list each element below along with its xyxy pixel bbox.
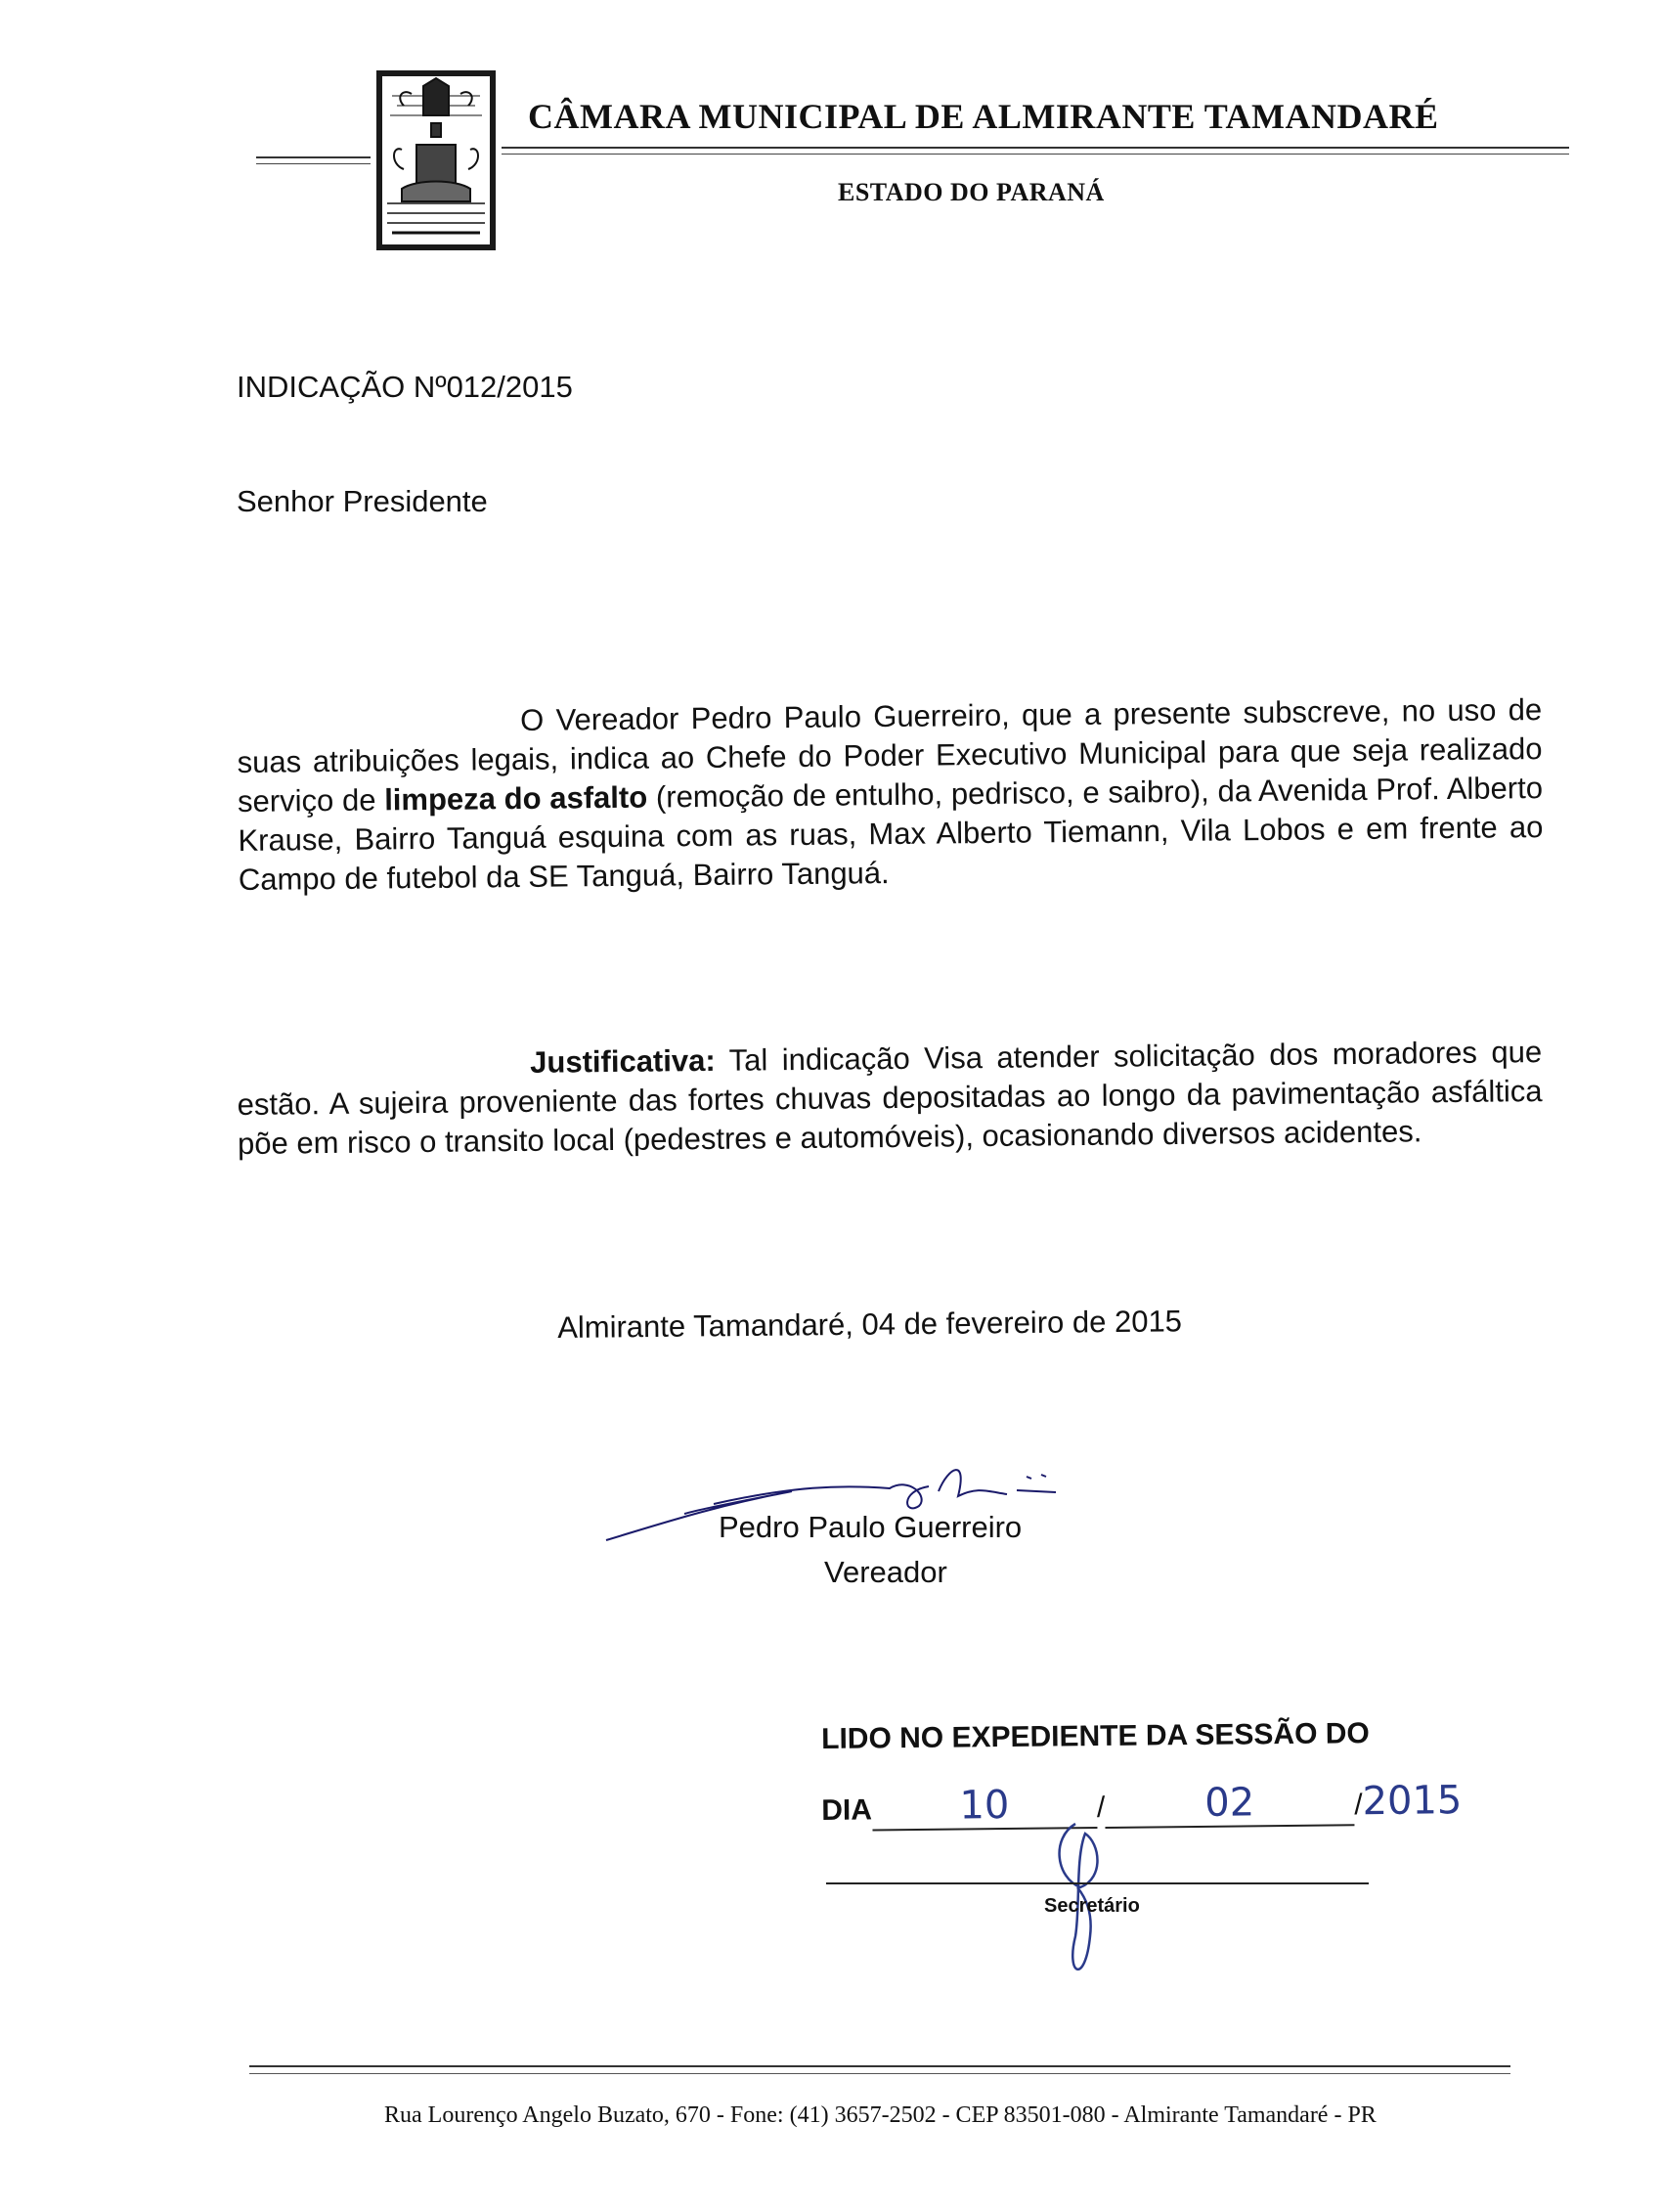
header-rule-left-thin (256, 163, 371, 164)
stamp-read-in-session: LIDO NO EXPEDIENTE DA SESSÃO DO (821, 1717, 1370, 1755)
stamp-day: 10 (959, 1782, 1010, 1829)
signer-role: Vereador (824, 1555, 947, 1589)
secretary-signature-line (826, 1882, 1369, 1884)
stamp-date-row: DIA 10 / 02 /2015 (821, 1778, 1463, 1832)
secretary-label: Secretário (1044, 1895, 1140, 1917)
document-number: INDICAÇÃO Nº012/2015 (237, 370, 573, 404)
justification-label: Justificativa: (530, 1042, 716, 1080)
footer-rule (249, 2065, 1510, 2067)
place-date: Almirante Tamandaré, 04 de fevereiro de 2015 (557, 1304, 1183, 1345)
justification-text: Tal indicação Visa atender solicitação dos moradores que estão. A sujeira proveniente das fortes chuvas depositadas ao longo da pavimentação asfáltica põe em risco o transito local (pedestres e automóveis), ocasionando diversos acidentes. (237, 1035, 1543, 1161)
header-rule-left (256, 156, 371, 158)
coat-of-arms-icon (382, 76, 490, 244)
coat-of-arms-logo (376, 70, 496, 250)
footer-rule-thin (249, 2073, 1510, 2074)
body-paragraph (237, 690, 1544, 900)
footer-address: Rua Lourenço Angelo Buzato, 670 - Fone: (41) 3657-2502 - CEP 83501-080 - Almirante Tamandaré - PR (384, 2102, 1377, 2128)
stamp-month: 02 (1204, 1780, 1255, 1826)
header-rule-right-thin (502, 154, 1569, 155)
stamp-year: 2015 (1362, 1778, 1463, 1825)
justification-paragraph (237, 1033, 1543, 1164)
header-subtitle: ESTADO DO PARANÁ (838, 178, 1105, 206)
signer-name: Pedro Paulo Guerreiro (719, 1510, 1023, 1544)
body-bold: limpeza do asfalto (384, 779, 648, 818)
header-rule-right (502, 147, 1569, 149)
stamp-dia-label: DIA (821, 1793, 873, 1827)
body-text-2: (remoção de entulho, pedrisco, e saibro), da Avenida Prof. Alberto Krause, Bairro Tanguá esquina com as ruas, Max Alberto Tiemann, Vila Lobos e em frente ao Campo de futebol da SE Tanguá, Bairro Tanguá. (238, 771, 1544, 897)
header-title: CÂMARA MUNICIPAL DE ALMIRANTE TAMANDARÉ (528, 97, 1439, 136)
body-text-1: O Vereador Pedro Paulo Guerreiro, que a presente subscreve, no uso de suas atribuições legais, indica ao Chefe do Poder Executivo Municipal para que seja realizado serviço de (237, 692, 1543, 818)
salutation: Senhor Presidente (237, 484, 488, 518)
